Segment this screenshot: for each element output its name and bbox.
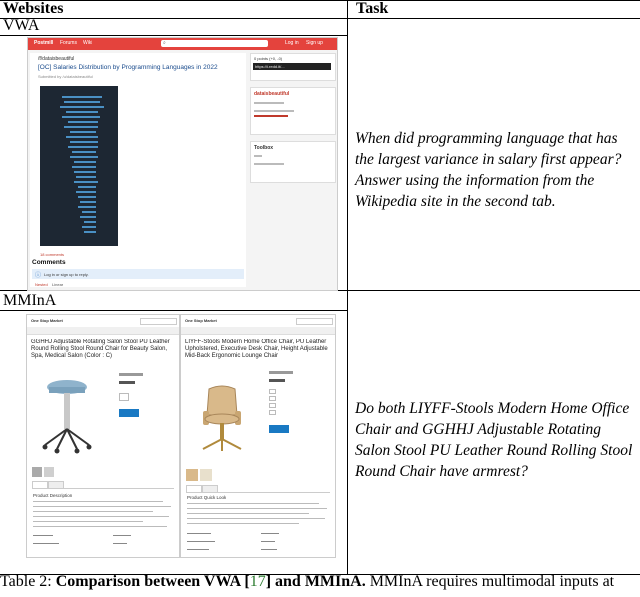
vwa-label: VWA [3,17,40,34]
header-task: Task [356,0,389,17]
mmina-left-thumbs [32,467,72,479]
vwa-screenshot [27,37,338,291]
vwa-nav-forums[interactable]: Forums [60,40,77,46]
caption-prefix: Table 2: [0,573,56,590]
vwa-navbar [28,38,337,50]
mmina-right-desc [187,503,329,553]
vwa-sidebar [250,53,334,287]
vwa-url-box[interactable] [253,63,331,70]
search-icon: ⌕ [163,41,166,46]
mmina-left-buy [119,373,169,421]
vwa-side-info [250,53,336,81]
vwa-sort-tabs [32,282,244,287]
mmina-screenshot-right [180,314,336,558]
mmina-right-thumbs [186,469,216,483]
add-to-cart-button-2[interactable] [269,425,289,433]
vwa-search-input[interactable] [161,40,268,47]
vwa-forum-name[interactable]: dataisbeautiful [254,91,290,97]
caption-bold-b: ] and MMInA. [265,573,366,590]
mmina-label: MMInA [3,292,57,309]
vwa-nav-wiki[interactable]: Wiki [83,40,93,46]
vwa-brand[interactable]: Postmill [34,40,54,46]
vwa-main [30,53,246,287]
mmina-label-rule [0,310,348,311]
mmina-right-tabs [186,485,330,493]
citation-link[interactable]: 17 [249,573,266,590]
mmina-right-title: LIYFF-Stools Modern Home Office Chair, PU Leather Upholstered, Executive Desk Chair, Height Adjustable Mid-Back Ergonomic Lounge Chair [185,339,328,359]
mmina-left-search[interactable] [140,318,177,325]
info-icon: ⓘ [35,273,42,279]
vwa-chart-image [40,86,118,246]
tab-nested[interactable]: Nested [35,282,48,287]
mmina-left-store[interactable]: One Stop Market [31,318,63,323]
vwa-post-title[interactable]: [OC] Salaries Distribution by Programming Languages in 2022 [38,64,218,71]
mmina-right-nav [181,327,335,335]
mmina-left-desc [33,501,173,551]
mmina-left-nav [27,327,179,335]
vwa-side-url[interactable]: https://i.redd.it/... [255,64,285,69]
header-websites: Websites [3,0,64,17]
vwa-side-forum [250,87,336,135]
table-caption [0,573,640,591]
vwa-notice-text[interactable]: Log in or sign up to reply. [44,272,89,277]
mmina-screenshot-left [26,314,180,558]
mmina-right-buy [269,371,319,437]
table-top-rule [0,0,640,1]
vwa-signup[interactable]: Sign up [306,40,323,46]
vwa-comments-heading: Comments [32,259,66,266]
mmina-right-search[interactable] [296,318,333,325]
mmina-right-section: Product Quick Look [187,495,227,500]
chair-image [197,385,247,455]
stool-image [37,373,97,457]
table-header-rule [0,18,640,19]
vwa-login[interactable]: Log in [285,40,299,46]
vwa-task-text: When did programming language that has the largest variance in salary first appear? Answer using the information from the Wikipedia site in the second tab. [355,130,622,210]
caption-rest: MMInA requires multimodal inputs at [365,573,615,590]
mmina-task-text: Do both LIYFF-Stools Modern Home Office Chair and GGHHJ Adjustable Rotating Salon Stool PU Leather Round Rolling Stool Round Chair have armrest? [355,400,633,480]
add-to-cart-button[interactable] [119,409,139,417]
caption-bold-a: Comparison between VWA [ [55,573,250,590]
vwa-side-toolbox [250,141,336,183]
mmina-right-store[interactable]: One Stop Market [185,318,217,323]
vwa-side-points: 0 points (+0, -0) [254,56,283,61]
mmina-left-section: Product Description [33,493,73,498]
column-divider [347,0,348,575]
tab-linear[interactable]: Linear [52,282,64,287]
vwa-post-meta: Submitted by /u/dataisbeautiful [38,74,93,79]
mmina-left-tabs [32,481,174,489]
vwa-label-rule [0,35,348,36]
vwa-notice [32,269,244,279]
vwa-comment-count[interactable]: 18 comments [40,252,65,257]
vwa-subreddit[interactable]: /f/dataisbeautiful [38,56,75,62]
vwa-toolbox-title: Toolbox [254,145,274,151]
mmina-left-title: GGHHJ Adjustable Rotating Salon Stool PU Leather Round Rolling Stool Round Chair for Beauty Salon, Spa, Medical Salon (Color : C) [31,339,170,359]
